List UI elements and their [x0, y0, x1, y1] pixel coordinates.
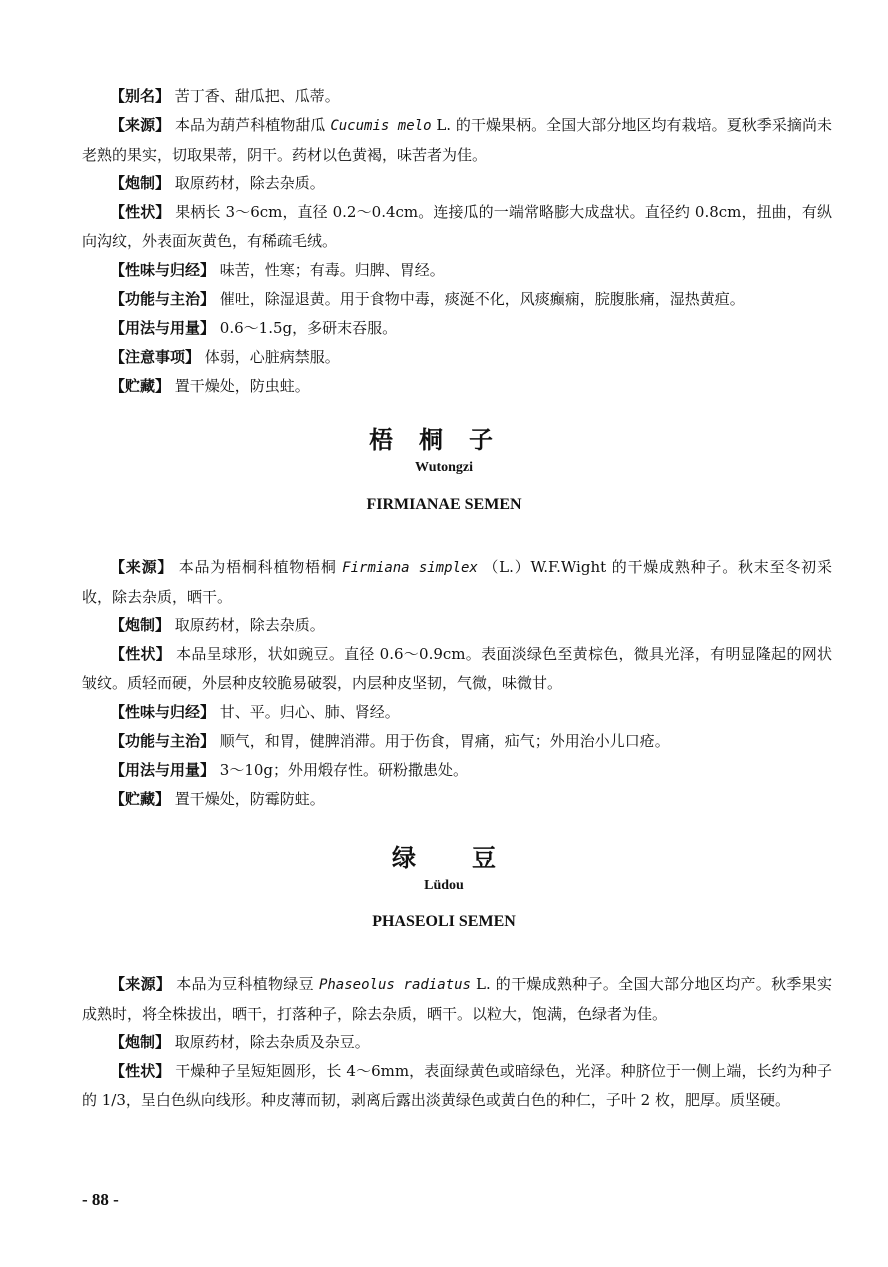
source-tag: 【来源】	[110, 558, 174, 576]
latin-name: Firmiana simplex	[342, 560, 478, 576]
entry3-latin-title: PHASEOLI SEMEN	[372, 913, 516, 930]
source-tag: 【来源】	[110, 116, 171, 134]
entry1-source: 【来源】 本品为葫芦科植物甜瓜 Cucumis melo L. 的干燥果柄。全国大部分地区均有栽培。夏秋季采摘尚未老熟的果实，切取果蒂，阴干。药材以色黄褐，味苦者为佳。	[82, 116, 832, 164]
entry1-usage: 【用法与用量】 0.6～1.5g，多研末吞服。	[110, 319, 398, 337]
caution-tag: 【注意事项】	[110, 348, 201, 366]
usage-tag: 【用法与用量】	[110, 761, 216, 779]
usage-tag: 【用法与用量】	[110, 319, 216, 337]
entry2-pinyin: Wutongzi	[414, 460, 474, 475]
entry1-properties: 【性状】 果柄长 3～6cm，直径 0.2～0.4cm。连接瓜的一端常略膨大成盘状。直径约 0.8cm，扭曲，有纵向沟纹，外表面灰黄色，有稀疏毛绒。	[82, 203, 832, 250]
properties-tag: 【性状】	[110, 1062, 171, 1080]
entry1-function: 【功能与主治】 催吐，除湿退黄。用于食物中毒，痰涎不化，风痰癫痫，脘腹胀痛，湿热黄疸。	[110, 290, 745, 308]
entry2-title: 梧桐子	[369, 426, 519, 454]
entry3-processing: 【炮制】 取原药材，除去杂质及杂豆。	[110, 1033, 370, 1051]
page-number: - 88 -	[82, 1190, 119, 1209]
storage-tag: 【贮藏】	[110, 790, 171, 808]
latin-name: Phaseolus radiatus	[318, 977, 471, 993]
entry2-processing: 【炮制】 取原药材，除去杂质。	[110, 616, 325, 634]
entry2-usage: 【用法与用量】 3～10g；外用煅存性。研粉撒患处。	[110, 761, 469, 779]
entry1-nature: 【性味与归经】 味苦，性寒；有毒。归脾、胃经。	[110, 261, 445, 279]
alias-tag: 【别名】	[110, 87, 171, 105]
nature-tag: 【性味与归经】	[110, 261, 216, 279]
entry2-properties: 【性状】 本品呈球形，状如豌豆。直径 0.6～0.9cm。表面淡绿色至黄棕色，微具光泽，有明显隆起的网状皱纹。质轻而硬，外层种皮较脆易破裂，内层种皮坚韧，气微，味微甘。	[82, 645, 832, 692]
properties-tag: 【性状】	[110, 645, 172, 663]
source-tag: 【来源】	[110, 975, 172, 993]
entry2-storage: 【贮藏】 置干燥处，防霉防蛀。	[110, 790, 325, 808]
entry2-function: 【功能与主治】 顺气，和胃，健脾消滞。用于伤食，胃痛，疝气；外用治小儿口疮。	[110, 732, 670, 750]
entry1-caution: 【注意事项】 体弱，心脏病禁服。	[110, 348, 340, 366]
entry3-pinyin: Lüdou	[424, 878, 464, 893]
entry2-latin-title: FIRMIANAE SEMEN	[366, 496, 522, 513]
latin-name: Cucumis melo	[330, 118, 432, 134]
processing-tag: 【炮制】	[110, 1033, 171, 1051]
entry1-storage: 【贮藏】 置干燥处，防虫蛀。	[110, 377, 310, 395]
entry2-nature: 【性味与归经】 甘、平。归心、肺、肾经。	[110, 703, 400, 721]
properties-tag: 【性状】	[110, 203, 171, 221]
nature-tag: 【性味与归经】	[110, 703, 216, 721]
entry3-properties: 【性状】 干燥种子呈短矩圆形，长 4～6mm，表面绿黄色或暗绿色，光泽。种脐位于一侧上端，长约为种子的 1/3，呈白色纵向线形。种皮薄而韧，剥离后露出淡黄绿色或黄白色的种仁，子叶 2 枚，肥厚。质坚硬。	[82, 1062, 832, 1109]
processing-tag: 【炮制】	[110, 174, 171, 192]
function-tag: 【功能与主治】	[110, 290, 216, 308]
entry1-processing: 【炮制】 取原药材，除去杂质。	[110, 174, 325, 192]
entry3-source: 【来源】 本品为豆科植物绿豆 Phaseolus radiatus L. 的干燥成熟种子。全国大部分地区均产。秋季果实成熟时，将全株拔出，晒干，打落种子，除去杂质，晒干。以粒大，饱满，色绿者为佳。	[82, 975, 832, 1023]
function-tag: 【功能与主治】	[110, 732, 216, 750]
entry1-alias: 【别名】 苦丁香、甜瓜把、瓜蒂。	[110, 87, 340, 105]
storage-tag: 【贮藏】	[110, 377, 171, 395]
entry3-title: 绿豆	[392, 844, 552, 872]
entry2-source: 【来源】 本品为梧桐科植物梧桐 Firmiana simplex （L.）W.F.Wight 的干燥成熟种子。秋末至冬初采收，除去杂质，晒干。	[82, 558, 832, 606]
processing-tag: 【炮制】	[110, 616, 171, 634]
